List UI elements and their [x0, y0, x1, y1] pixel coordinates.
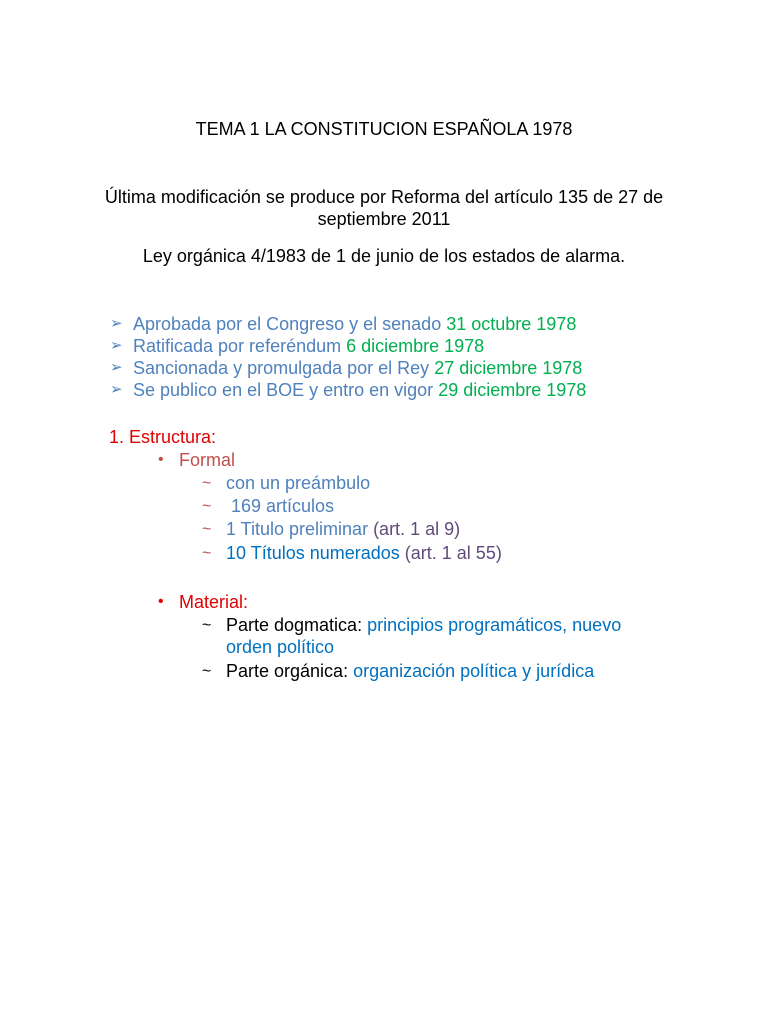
formal-item-text: 1 Titulo preliminar: [226, 519, 374, 539]
formal-item: [226, 518, 460, 540]
material-label: Material:: [179, 592, 249, 612]
bullet-dot-icon: •: [158, 593, 164, 610]
document-title: TEMA 1 LA CONSTITUCION ESPAÑOLA 1978: [195, 119, 573, 139]
milestone-item: [133, 357, 582, 379]
formal-item-ref: (art. 1 al 55): [404, 543, 502, 563]
milestone-item: [133, 313, 576, 335]
milestone-date: 27 diciembre 1978: [434, 358, 583, 378]
modification-line-2: septiembre 2011: [317, 209, 451, 229]
arrow-bullet-icon: ➢: [110, 315, 123, 332]
material-item: [226, 614, 621, 636]
milestone-text: Se publico en el BOE y entro en vigor: [133, 380, 439, 400]
modification-line-1: Última modificación se produce por Reforma del artículo 135 de 27 de: [104, 187, 664, 207]
arrow-bullet-icon: ➢: [110, 381, 123, 398]
arrow-bullet-icon: ➢: [110, 359, 123, 376]
milestone-text: Ratificada por referéndum: [133, 336, 347, 356]
material-item-label: Parte dogmatica:: [226, 615, 368, 635]
formal-item-text: 10 Títulos numerados: [226, 543, 405, 563]
material-item: [226, 660, 594, 682]
formal-item: 169 artículos: [226, 496, 335, 516]
milestone-date: 6 diciembre 1978: [346, 336, 485, 356]
milestone-text: Aprobada por el Congreso y el senado: [133, 314, 447, 334]
milestone-text: Sancionada y promulgada por el Rey: [133, 358, 435, 378]
milestone-item: [133, 335, 484, 357]
tilde-bullet-icon: ~: [202, 545, 212, 562]
formal-item: [226, 542, 502, 564]
bullet-dot-icon: •: [158, 451, 164, 468]
material-item-value: principios programáticos, nuevo: [367, 615, 622, 635]
tilde-bullet-icon: ~: [202, 663, 212, 680]
ley-organica-line: Ley orgánica 4/1983 de 1 de junio de los estados de alarma.: [142, 246, 626, 266]
tilde-bullet-icon: ~: [202, 475, 212, 492]
milestone-item: [133, 379, 586, 401]
formal-item-ref: (art. 1 al 9): [373, 519, 461, 539]
tilde-bullet-icon: ~: [202, 498, 212, 515]
formal-item: con un preámbulo: [226, 473, 371, 493]
tilde-bullet-icon: ~: [202, 521, 212, 538]
estructura-heading: 1. Estructura:: [109, 427, 217, 447]
formal-label: Formal: [179, 450, 236, 470]
arrow-bullet-icon: ➢: [110, 337, 123, 354]
tilde-bullet-icon: ~: [202, 617, 212, 634]
material-item-value-continued: orden político: [226, 637, 335, 657]
milestone-date: 31 octubre 1978: [446, 314, 577, 334]
milestone-date: 29 diciembre 1978: [438, 380, 587, 400]
material-item-label: Parte orgánica:: [226, 661, 354, 681]
material-item-value: organización política y jurídica: [353, 661, 595, 681]
